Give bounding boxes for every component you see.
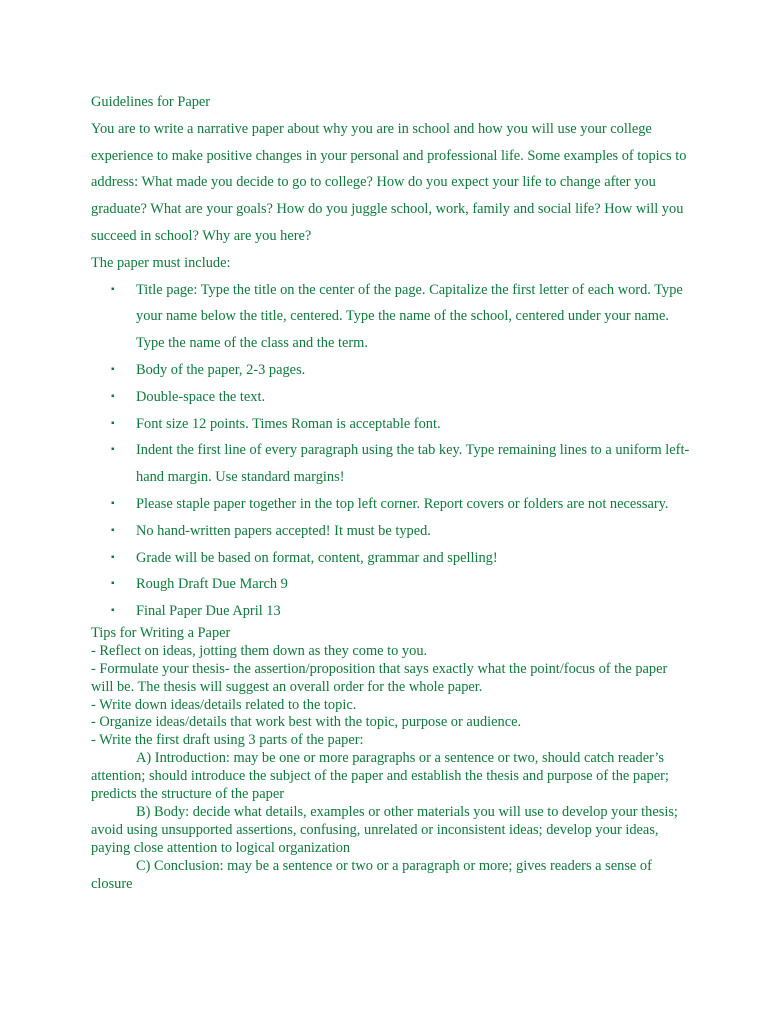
draft-part-body xyxy=(91,804,691,858)
tip-item: - Reflect on ideas, jotting them down as they come to you. xyxy=(91,642,428,659)
guidelines-title: Guidelines for Paper xyxy=(91,94,211,110)
list-item: ▪ Please staple paper together in the top left corner. Report covers or folders are not necessary. xyxy=(91,491,691,518)
list-item: ▪ No hand-written papers accepted! It must be typed. xyxy=(91,518,691,545)
part-text: may be a sentence or two or a paragraph or more; gives readers a sense of closure xyxy=(91,857,652,892)
list-item: ▪ Title page: Type the title on the center of the page. Capitalize the first letter of each word. Type your name below the title, centered. Type the name of the school, centered under your name. Type the name of the class and the term. xyxy=(91,277,691,357)
draft-part-conclusion xyxy=(91,858,691,894)
document-body xyxy=(91,89,691,894)
list-item: ▪ Final Paper Due April 13 xyxy=(91,598,691,625)
tip-item: - Formulate your thesis- the assertion/proposition that says exactly what the point/focus of the paper will be. The thesis will suggest an overall order for the whole paper. xyxy=(91,660,668,695)
list-item: ▪ Indent the first line of every paragraph using the tab key. Type remaining lines to a uniform left-hand margin. Use standard margins! xyxy=(91,437,691,491)
tips-title: Tips for Writing a Paper xyxy=(91,624,231,641)
list-item: ▪ Grade will be based on format, content, grammar and spelling! xyxy=(91,545,691,572)
part-label: B) Body: xyxy=(136,804,190,820)
draft-part-introduction xyxy=(91,750,691,804)
guidelines-intro: You are to write a narrative paper about why you are in school and how you will use your college experience to make positive changes in your personal and professional life. Some examples of topics to address: What made you decide to go to college? How do you expect your life to change after you graduate? What are your goals? How do you juggle school, work, family and social life? How will you succeed in school? Why are you here? xyxy=(91,120,687,244)
part-text: decide what details, examples or other materials you will use to develop your thesis; avoid using unsupported assertions, confusing, unrelated or inconsistent ideas; develop your ideas, paying close attention to logical organization xyxy=(91,804,678,856)
tip-item: - Organize ideas/details that work best with the topic, purpose or audience. xyxy=(91,714,522,731)
guidelines-section xyxy=(91,89,691,625)
requirements-list xyxy=(91,277,691,625)
list-item: ▪ Rough Draft Due March 9 xyxy=(91,571,691,598)
tips-section xyxy=(91,625,691,894)
list-item: ▪ Body of the paper, 2-3 pages. xyxy=(91,357,691,384)
list-item: ▪ Double-space the text. xyxy=(91,384,691,411)
part-label: C) Conclusion: xyxy=(136,857,224,874)
tip-item: - Write down ideas/details related to the topic. xyxy=(91,696,357,713)
part-text: may be one or more paragraphs or a sentence or two, should catch reader’s attention; should introduce the subject of the paper and establish the thesis and purpose of the paper; predicts the structure of the paper xyxy=(91,750,669,803)
part-label: A) Introduction: xyxy=(136,750,230,767)
tip-item: - Write the first draft using 3 parts of the paper: xyxy=(91,732,364,749)
must-include-heading: The paper must include: xyxy=(91,254,231,271)
list-item: ▪ Font size 12 points. Times Roman is acceptable font. xyxy=(91,411,691,438)
